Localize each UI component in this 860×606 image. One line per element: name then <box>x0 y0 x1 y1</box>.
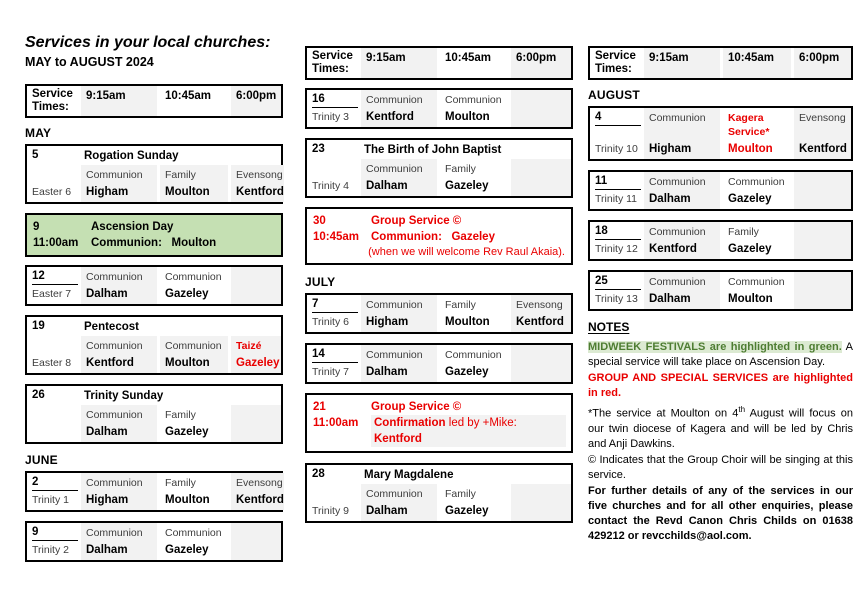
service-detail: Communion: Gazeley <box>371 231 495 243</box>
church-name: Moulton <box>165 186 210 198</box>
service-cell <box>160 336 228 373</box>
season-label: Trinity 1 <box>32 494 69 506</box>
service-time: 10:45am <box>723 48 791 78</box>
service-time: 6:00pm <box>794 48 851 78</box>
service-times-label: Service Times: <box>312 50 353 75</box>
page-title: Services in your local churches: <box>25 34 271 51</box>
service-time: 9:15am <box>81 86 157 116</box>
date-label: 26 <box>32 389 45 401</box>
service-time: 10:45am <box>165 90 212 102</box>
week-date-column <box>27 267 81 304</box>
service-cell <box>160 165 228 202</box>
service-type: Communion <box>445 349 502 361</box>
service-cell <box>231 267 281 304</box>
column-june-july <box>305 46 573 532</box>
week-services <box>644 172 851 209</box>
kagera-note-post: August will focus on our twin diocese of Kagera and will be led by Chris and Anji Dawkins. <box>588 407 853 450</box>
group-service-box <box>305 393 573 453</box>
festival-name: Rogation Sunday <box>84 150 179 162</box>
church-name: Gazeley <box>445 366 489 378</box>
week-services <box>644 222 851 259</box>
church-name: Dalham <box>649 193 691 205</box>
week-date-column <box>590 272 644 309</box>
service-cells-row <box>644 108 851 159</box>
notes-paragraph-choir: © Indicates that the Group Choir will be singing at this service. <box>588 453 853 481</box>
box-row <box>33 235 276 251</box>
service-cell <box>644 108 720 159</box>
service-time: 9:15am <box>644 48 720 78</box>
date-label: 9 <box>33 221 40 233</box>
service-type: Communion <box>366 163 423 175</box>
service-cell <box>231 165 284 202</box>
season-label: Easter 8 <box>32 357 72 369</box>
church-name: Gazeley <box>165 544 209 556</box>
group-service-box <box>305 207 573 265</box>
service-cell <box>160 405 228 442</box>
season-label: Trinity 12 <box>595 243 638 255</box>
service-cell <box>361 345 437 382</box>
church-name: Moulton <box>728 143 773 155</box>
church-name: Gazeley <box>445 505 489 517</box>
service-times-header <box>305 46 573 80</box>
service-cells-row <box>644 172 851 209</box>
service-cell <box>440 90 508 127</box>
service-cells-row <box>361 345 571 382</box>
service-cells-row <box>361 484 571 521</box>
festival-name: The Birth of John Baptist <box>364 144 502 156</box>
church-name: Kentford <box>86 357 134 369</box>
church-name: Kentford <box>649 243 697 255</box>
service-type: Communion <box>86 527 143 539</box>
service-type: Taizé <box>236 340 262 352</box>
season-label: Trinity 9 <box>312 505 349 517</box>
service-time: 6:00pm <box>231 86 281 116</box>
date-label: 5 <box>32 149 39 161</box>
service-cell <box>723 272 791 309</box>
service-type: Communion <box>366 349 423 361</box>
month-heading: JULY <box>305 275 336 289</box>
week-table <box>305 88 573 129</box>
service-cells-row <box>81 405 281 442</box>
service-time: 10:45am <box>445 52 492 64</box>
notes-section <box>588 320 853 544</box>
church-name: Gazeley <box>165 426 209 438</box>
week-services <box>361 90 571 127</box>
service-cells-row <box>361 295 571 332</box>
service-cell <box>231 336 281 373</box>
led-by-text: led by +Mike: <box>445 417 517 429</box>
box-row <box>33 219 276 235</box>
week-services <box>361 345 571 382</box>
date-label: 18 <box>595 224 641 240</box>
service-cell <box>644 222 720 259</box>
service-time: 9:15am <box>361 48 437 78</box>
church-name: Kentford <box>799 143 847 155</box>
church-name: Gazeley <box>445 180 489 192</box>
date-label: 16 <box>312 92 358 108</box>
month-heading: JUNE <box>25 453 58 467</box>
notes-paragraph-group-services: GROUP AND SPECIAL SERVICES are highlighted in red. <box>588 372 853 399</box>
church-name: Dalham <box>649 293 691 305</box>
service-type: Communion <box>86 340 143 352</box>
group-service-title: Group Service © <box>371 401 462 413</box>
date-label: 4 <box>595 110 641 126</box>
service-cell <box>81 267 157 304</box>
service-type: Communion <box>366 94 423 106</box>
date-label: 9 <box>32 525 78 541</box>
season-label: Trinity 4 <box>312 180 349 192</box>
week-table <box>25 471 283 512</box>
week-date-column <box>590 172 644 209</box>
page-subtitle: MAY to AUGUST 2024 <box>25 55 154 69</box>
service-type: Communion <box>165 271 222 283</box>
week-table <box>25 144 283 204</box>
service-cells-row <box>81 267 281 304</box>
festival-name: Pentecost <box>84 321 139 333</box>
week-date-column <box>590 222 644 259</box>
week-date-column <box>307 90 361 127</box>
box-row <box>313 399 566 415</box>
date-label: 21 <box>313 401 326 413</box>
week-date-column <box>27 523 81 560</box>
week-date-column <box>307 140 361 196</box>
date-label: 30 <box>313 215 326 227</box>
church-name: Higham <box>86 186 129 198</box>
service-cell <box>361 90 437 127</box>
month-heading: MAY <box>25 126 52 140</box>
week-table <box>25 384 283 444</box>
service-type: Family <box>728 226 759 238</box>
service-cell <box>361 159 437 196</box>
service-type: Family <box>445 488 476 500</box>
box-row <box>313 415 566 447</box>
week-table <box>588 170 853 211</box>
service-cells-row <box>644 222 851 259</box>
service-cell <box>231 473 284 510</box>
service-type: Communion <box>728 276 785 288</box>
season-label: Easter 6 <box>32 186 72 198</box>
service-cells-row <box>81 336 281 373</box>
service-cell <box>81 165 157 202</box>
service-cell <box>160 473 228 510</box>
confirmation-label: Confirmation <box>374 417 446 429</box>
church-name: Moulton <box>728 293 773 305</box>
service-cells-row <box>81 523 281 560</box>
week-services <box>81 386 281 442</box>
week-table <box>25 265 283 306</box>
service-type: Evensong <box>236 477 283 489</box>
date-label: 12 <box>32 269 78 285</box>
ascension-day-box <box>25 213 283 257</box>
time-label: 11:00am <box>33 237 79 249</box>
church-name: Moulton <box>165 357 210 369</box>
week-date-column <box>27 473 81 510</box>
service-times-header <box>25 84 283 118</box>
church-name: Kentford <box>374 433 422 445</box>
season-label: Trinity 2 <box>32 544 69 556</box>
service-type: Communion <box>649 176 706 188</box>
church-name: Dalham <box>366 505 408 517</box>
month-heading: AUGUST <box>588 88 640 102</box>
week-services <box>81 146 284 202</box>
service-type: Communion <box>86 271 143 283</box>
column-august-notes <box>588 46 853 545</box>
week-date-column <box>27 386 81 442</box>
church-name: Moulton <box>445 111 490 123</box>
date-label: 19 <box>32 320 45 332</box>
week-services <box>361 140 571 196</box>
week-table <box>588 106 853 161</box>
service-cell <box>794 222 851 259</box>
service-cell <box>511 295 571 332</box>
service-cell <box>81 523 157 560</box>
service-type: Communion <box>86 477 143 489</box>
service-type: Evensong <box>236 169 283 181</box>
notes-paragraph-midweek <box>588 340 853 370</box>
service-cell <box>160 267 228 304</box>
service-cell <box>231 405 281 442</box>
week-services <box>644 272 851 309</box>
service-times-cells <box>361 48 571 78</box>
week-services <box>361 465 571 521</box>
service-type: Communion <box>649 276 706 288</box>
week-date-column <box>307 345 361 382</box>
service-times-label: Service Times: <box>32 88 73 113</box>
service-cell <box>644 272 720 309</box>
service-type: Kagera Service* <box>728 112 770 138</box>
week-table <box>305 343 573 384</box>
week-date-column <box>307 295 361 332</box>
service-cell <box>81 473 157 510</box>
service-cell <box>723 108 791 159</box>
notes-heading: NOTES <box>588 320 630 334</box>
service-type: Communion <box>86 409 143 421</box>
service-cell <box>511 90 571 127</box>
festival-name: Ascension Day <box>91 221 174 233</box>
church-name: Kentford <box>516 316 564 328</box>
ascension-note-text: A special service will take place on Ascension Day. <box>588 341 853 368</box>
week-services <box>81 523 281 560</box>
week-table <box>588 220 853 261</box>
kagera-note-superscript: th <box>738 405 746 414</box>
service-cell <box>794 272 851 309</box>
week-date-column <box>27 146 81 202</box>
date-label: 11 <box>595 174 641 190</box>
week-date-column <box>307 465 361 521</box>
service-detail <box>371 415 566 447</box>
service-cell <box>644 172 720 209</box>
service-cell <box>511 159 571 196</box>
service-cells-row <box>81 165 284 202</box>
date-label: 2 <box>32 475 78 491</box>
date-label: 7 <box>312 297 358 313</box>
box-row <box>313 229 566 245</box>
season-label: Trinity 6 <box>312 316 349 328</box>
midweek-festivals-highlight: MIDWEEK FESTIVALS are highlighted in green. <box>588 341 842 353</box>
week-services <box>644 108 851 159</box>
church-name: Gazeley <box>236 357 280 369</box>
season-label: Trinity 3 <box>312 111 349 123</box>
service-type: Communion <box>649 226 706 238</box>
week-date-column <box>27 317 81 373</box>
service-cell <box>81 405 157 442</box>
church-name: Dalham <box>86 544 128 556</box>
service-cell <box>511 484 571 521</box>
festival-name: Mary Magdalene <box>364 469 454 481</box>
date-label: 23 <box>312 143 325 155</box>
service-cell <box>440 345 508 382</box>
service-times-label: Service Times: <box>595 50 636 75</box>
church-name: Dalham <box>366 366 408 378</box>
church-name: Higham <box>366 316 409 328</box>
service-cell <box>160 523 228 560</box>
service-cells-row <box>644 272 851 309</box>
service-cell <box>723 172 791 209</box>
service-type: Communion <box>165 527 222 539</box>
service-cells-row <box>361 90 571 127</box>
season-label: Trinity 13 <box>595 293 638 305</box>
service-detail: Communion: Moulton <box>91 237 217 249</box>
service-type: Communion <box>728 176 785 188</box>
service-cell <box>361 295 437 332</box>
church-name: Gazeley <box>728 193 772 205</box>
service-times-cells <box>644 48 851 78</box>
service-cell <box>794 172 851 209</box>
week-table <box>588 270 853 311</box>
week-table <box>305 138 573 198</box>
service-type: Communion <box>165 340 222 352</box>
church-name: Higham <box>86 494 129 506</box>
date-label: 14 <box>312 347 358 363</box>
week-services <box>361 295 571 332</box>
week-services <box>81 473 284 510</box>
service-cell <box>440 159 508 196</box>
column-may-june <box>25 84 283 571</box>
service-time: 6:00pm <box>511 48 571 78</box>
service-cell <box>81 336 157 373</box>
week-table <box>25 521 283 562</box>
date-label: 25 <box>595 274 641 290</box>
week-table <box>305 463 573 523</box>
notes-paragraph-kagera <box>588 402 853 452</box>
service-type: Communion <box>366 299 423 311</box>
notes-paragraph-contact: For further details of any of the services in our five churches and for all other enquiries, please contact the Revd Canon Chris Childs on 01638 429212 or revcchilds@aol.com. <box>588 484 853 542</box>
time-label: 11:00am <box>313 417 359 429</box>
page-header <box>25 33 295 69</box>
season-label: Trinity 7 <box>312 366 349 378</box>
service-type: Evensong <box>516 299 563 311</box>
august-tables <box>588 46 853 311</box>
church-name: Gazeley <box>165 288 209 300</box>
church-name: Kentford <box>366 111 414 123</box>
church-name: Higham <box>649 143 692 155</box>
church-name: Dalham <box>86 426 128 438</box>
service-type: Family <box>165 477 196 489</box>
service-cells-row <box>361 159 571 196</box>
date-label: 28 <box>312 468 325 480</box>
season-label: Easter 7 <box>32 288 72 300</box>
service-type: Communion <box>649 112 706 124</box>
service-cell <box>440 295 508 332</box>
church-name: Gazeley <box>728 243 772 255</box>
service-type: Evensong <box>799 112 846 124</box>
service-type: Communion <box>445 94 502 106</box>
church-name: Moulton <box>165 494 210 506</box>
week-table <box>25 315 283 375</box>
service-type: Family <box>445 163 476 175</box>
service-cell <box>723 222 791 259</box>
service-type: Family <box>445 299 476 311</box>
service-cell <box>511 345 571 382</box>
service-cells-row <box>81 473 284 510</box>
church-name: Kentford <box>236 494 284 506</box>
service-cell <box>361 484 437 521</box>
festival-name: Trinity Sunday <box>84 390 164 402</box>
welcome-note: (when we will welcome Rev Raul Akaia). <box>368 246 565 258</box>
service-type: Family <box>165 409 196 421</box>
service-times-cells <box>81 86 281 116</box>
season-label: Trinity 10 <box>595 143 638 155</box>
church-name: Moulton <box>445 316 490 328</box>
week-table <box>305 293 573 334</box>
church-name: Dalham <box>86 288 128 300</box>
season-label: Trinity 11 <box>595 193 638 205</box>
service-type: Family <box>165 169 196 181</box>
service-cell <box>794 108 851 159</box>
church-name: Dalham <box>366 180 408 192</box>
group-service-title: Group Service © <box>371 215 462 227</box>
service-times-header <box>588 46 853 80</box>
kagera-note-pre: *The service at Moulton on 4 <box>588 407 739 420</box>
week-services <box>81 267 281 304</box>
service-type: Communion <box>366 488 423 500</box>
time-label: 10:45am <box>313 231 360 243</box>
week-services <box>81 317 281 373</box>
service-cell <box>440 484 508 521</box>
box-row <box>313 213 566 229</box>
week-date-column <box>590 108 644 159</box>
service-cell <box>231 523 281 560</box>
church-name: Kentford <box>236 186 284 198</box>
service-type: Communion <box>86 169 143 181</box>
